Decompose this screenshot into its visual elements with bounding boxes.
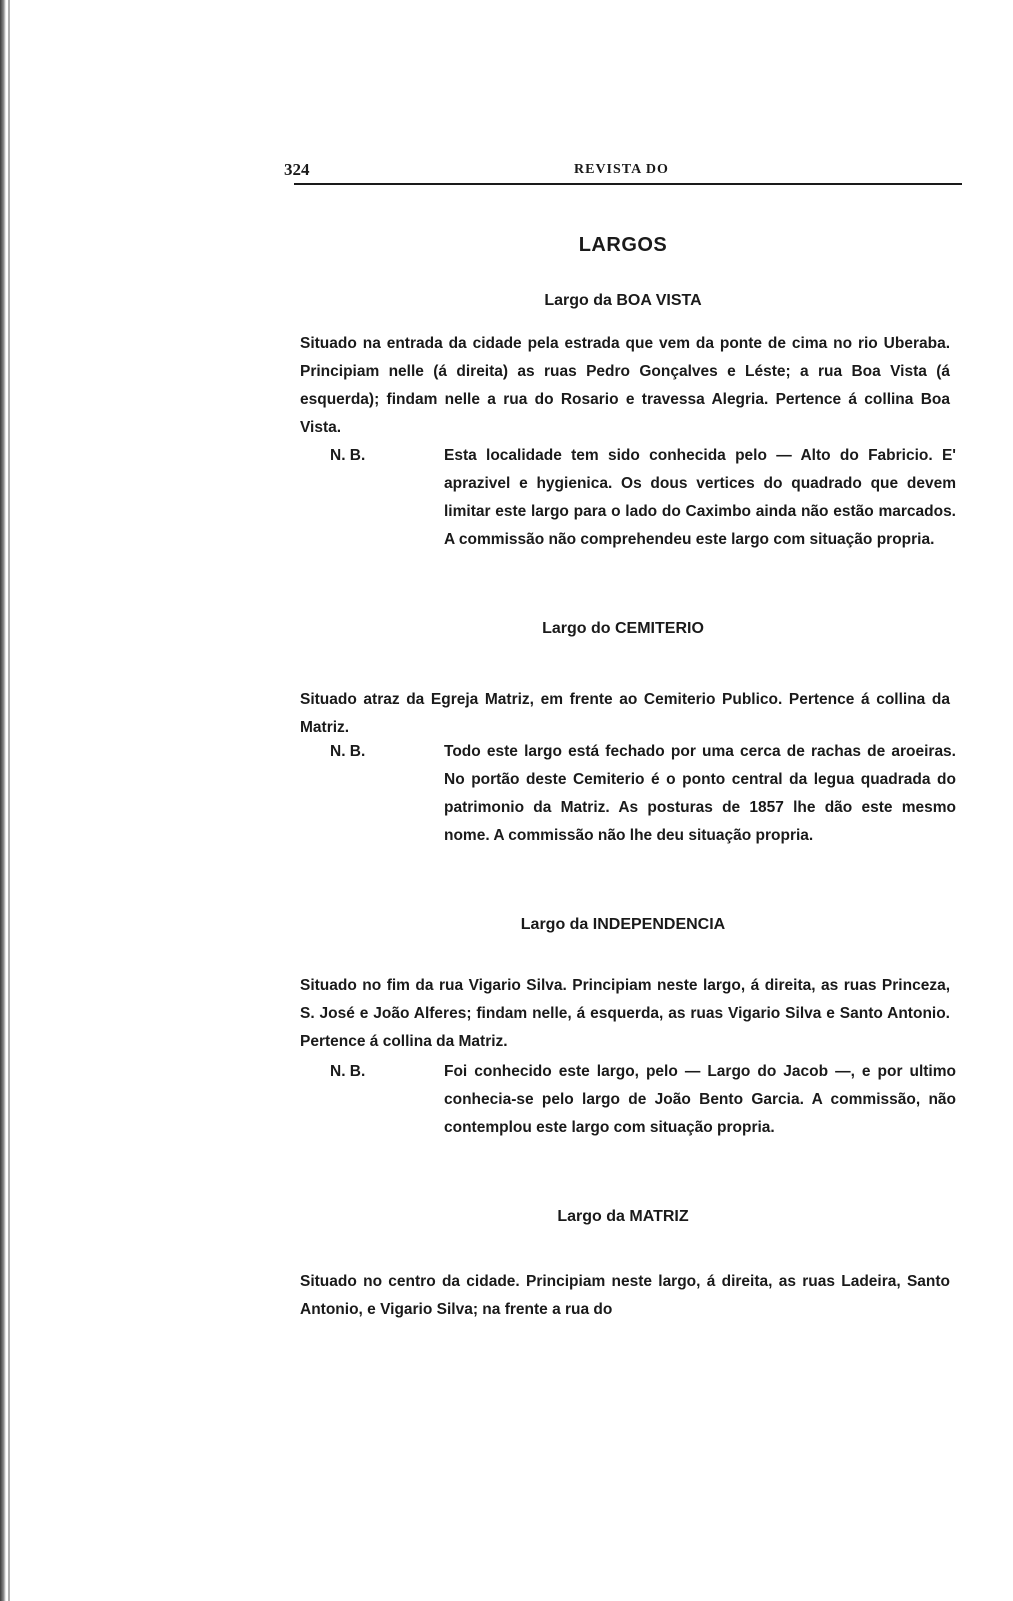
note-label: N. B. bbox=[330, 447, 366, 464]
entry-body-independencia: Situado no fim da rua Vigario Silva. Principiam neste largo, á direita, as ruas Princeza, S. José e João Alferes; findam nelle, á esquerda, as ruas Vigario Silva e Santo Antonio. Pertence á collina da Matriz. bbox=[300, 977, 950, 1050]
entry-heading-cemiterio: Largo do CEMITERIO bbox=[542, 620, 704, 637]
note-text: Foi conhecido este largo, pelo — Largo do Jacob —, e por ultimo conhecia-se pelo largo de João Bento Garcia. A commissão, não contemplou este largo com situação propria. bbox=[444, 1063, 956, 1136]
note-text: Todo este largo está fechado por uma cerca de rachas de aroeiras. No portão deste Cemiterio é o ponto central da legua quadrada do patrimonio da Matriz. As posturas de 1857 lhe dão este mesmo nome. A commissão não lhe deu situação propria. bbox=[444, 743, 956, 844]
entry-body-cemiterio: Situado atraz da Egreja Matriz, em frente ao Cemiterio Publico. Pertence á collina da Matriz. bbox=[300, 691, 950, 736]
entry-body-boa-vista: Situado na entrada da cidade pela estrada que vem da ponte de cima no rio Uberaba. Principiam nelle (á direita) as ruas Pedro Gonçalves e Léste; a rua Boa Vista (á esquerda); findam nelle a rua do Rosario e travessa Alegria. Pertence á collina Boa Vista. bbox=[300, 335, 950, 436]
entry-body-matriz: Situado no centro da cidade. Principiam neste largo, á direita, as ruas Ladeira, Santo Antonio, e Vigario Silva; na frente a rua do bbox=[300, 1273, 950, 1318]
entry-note-cemiterio bbox=[330, 738, 956, 878]
note-label: N. B. bbox=[330, 1063, 366, 1080]
note-text: Esta localidade tem sido conhecida pelo — Alto do Fabricio. E' aprazivel e hygienica. Os dous vertices do quadrado que devem limitar este largo para o lado do Caximbo ainda não estão marcados. A commissão não comprehendeu este largo com situação propria. bbox=[444, 447, 956, 548]
note-label: N. B. bbox=[330, 743, 366, 760]
journal-name: REVISTA DO bbox=[574, 162, 669, 177]
entry-heading-independencia: Largo da INDEPENDENCIA bbox=[520, 916, 726, 933]
entry-note-independencia bbox=[330, 1058, 956, 1170]
entry-note-boa-vista bbox=[330, 442, 956, 582]
entry-heading-matriz: Largo da MATRIZ bbox=[557, 1208, 689, 1225]
page-number: 324 bbox=[284, 160, 310, 179]
section-title: LARGOS bbox=[578, 234, 668, 256]
header-rule bbox=[294, 183, 962, 185]
entry-heading-boa-vista: Largo da BOA VISTA bbox=[544, 292, 702, 309]
